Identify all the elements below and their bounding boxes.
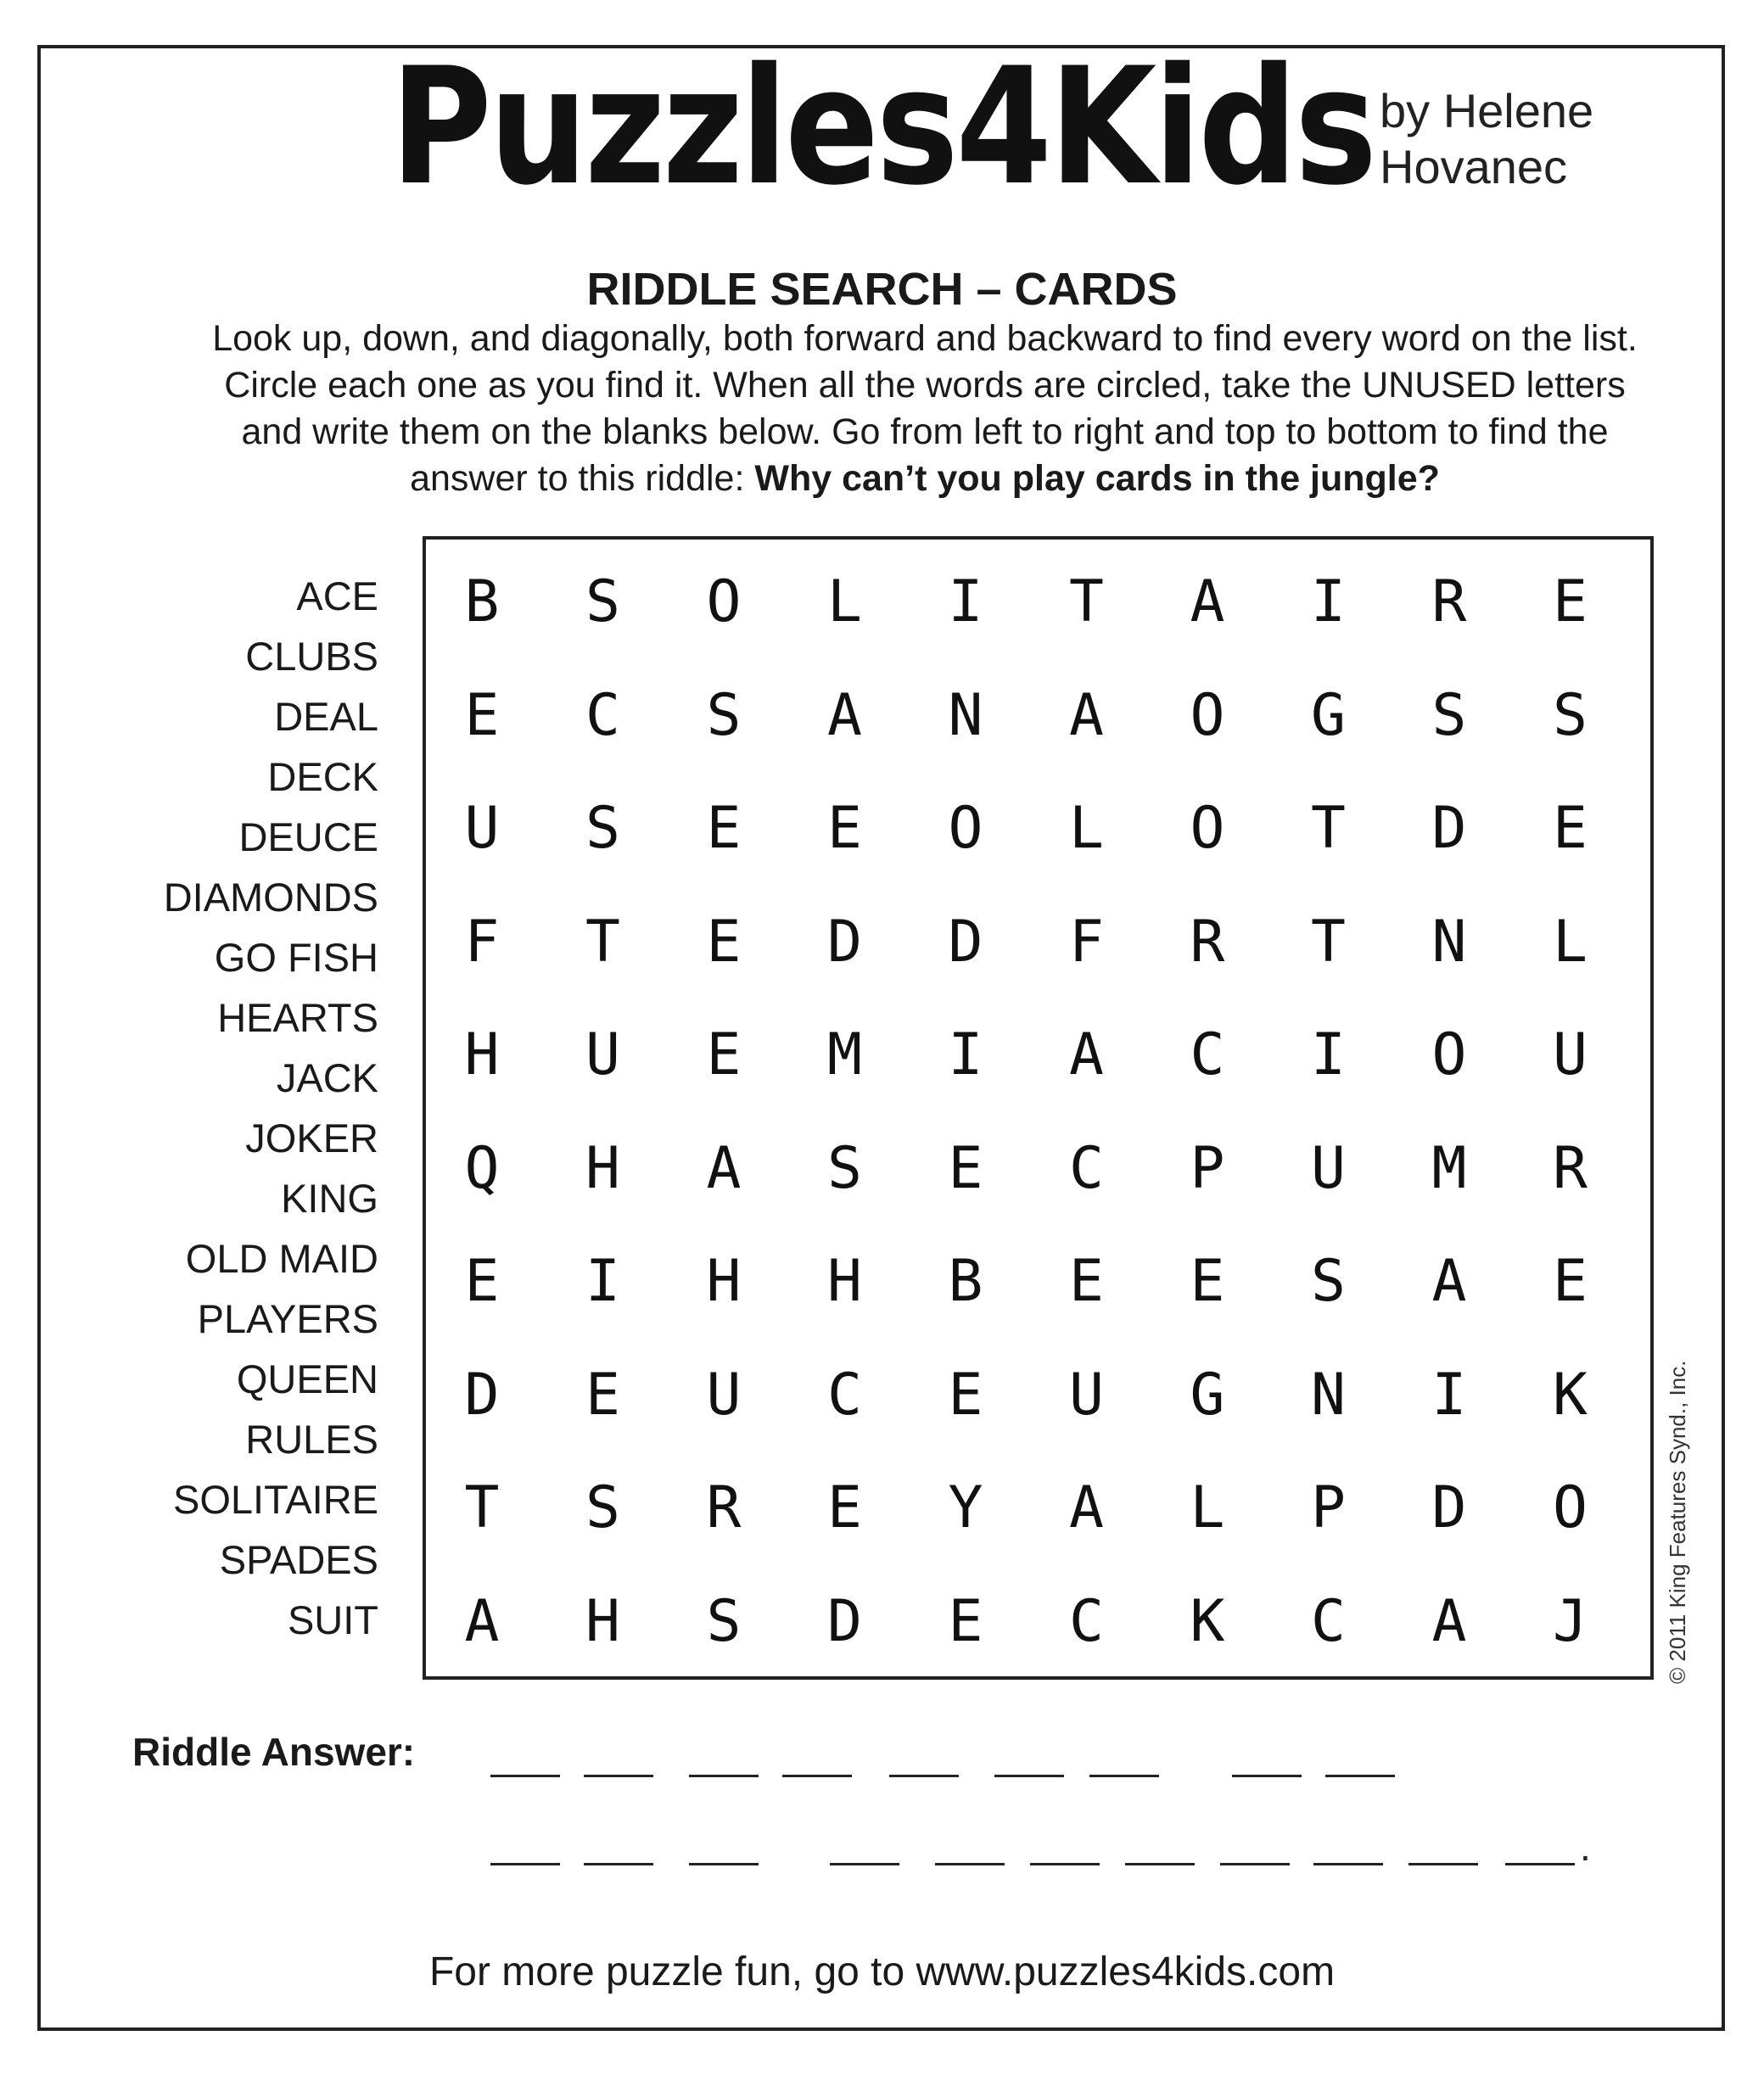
grid-letter[interactable]: I — [1311, 568, 1346, 635]
grid-letter[interactable]: E — [1553, 795, 1588, 862]
instructions-line-3: and write them on the blanks below. Go from left to right and top to bottom to find the — [241, 411, 1609, 452]
grid-letter[interactable]: E — [1553, 1248, 1588, 1315]
grid-letter[interactable]: R — [706, 1474, 742, 1541]
answer-blank[interactable] — [1030, 1863, 1100, 1865]
grid-letter[interactable]: D — [1431, 795, 1467, 862]
word-list-item: DECK — [267, 754, 378, 799]
word-list-item: SUIT — [287, 1597, 378, 1642]
letter-grid[interactable] — [423, 536, 1654, 1680]
grid-letter[interactable]: N — [1431, 908, 1467, 976]
word-list-item: CLUBS — [245, 634, 378, 679]
word-list-item: SOLITAIRE — [172, 1477, 378, 1522]
grid-letter[interactable]: R — [1553, 1134, 1588, 1202]
grid-letter[interactable]: G — [1311, 681, 1346, 749]
grid-letter[interactable]: H — [585, 1587, 620, 1655]
grid-letter[interactable]: O — [1431, 1021, 1467, 1088]
answer-blank[interactable] — [689, 1775, 759, 1777]
puzzle-title: RIDDLE SEARCH – CARDS — [586, 264, 1178, 315]
grid-letter[interactable]: C — [1069, 1134, 1104, 1202]
answer-blank[interactable] — [1232, 1775, 1302, 1777]
word-list-item: DEUCE — [238, 814, 378, 859]
grid-letter[interactable]: B — [464, 568, 500, 635]
answer-blank[interactable] — [490, 1775, 560, 1777]
grid-letter[interactable]: A — [1069, 681, 1104, 749]
grid-letter[interactable]: C — [827, 1361, 862, 1429]
word-list-item: OLD MAID — [185, 1236, 378, 1281]
grid-letter[interactable]: F — [1069, 908, 1104, 976]
grid-letter[interactable]: I — [948, 568, 983, 635]
grid-letter[interactable]: A — [1190, 568, 1225, 635]
answer-period: . — [1580, 1825, 1591, 1869]
word-list-item: PLAYERS — [197, 1296, 378, 1341]
grid-letter[interactable]: I — [948, 1021, 983, 1088]
grid-letter[interactable]: D — [464, 1361, 500, 1429]
byline-line-2: Hovanec — [1380, 140, 1568, 193]
grid-letter[interactable]: T — [1069, 568, 1104, 635]
grid-letter[interactable]: O — [948, 795, 983, 862]
grid-letter[interactable]: A — [827, 681, 862, 749]
grid-letter[interactable]: M — [827, 1021, 862, 1088]
grid-letter[interactable]: C — [1311, 1587, 1346, 1655]
answer-blank[interactable] — [889, 1775, 959, 1777]
riddle-answer-label: Riddle Answer: — [132, 1730, 416, 1774]
grid-letter[interactable]: J — [1553, 1587, 1588, 1655]
word-list-item: JOKER — [245, 1116, 378, 1161]
grid-letter[interactable]: F — [464, 908, 500, 976]
byline-line-1: by Helene — [1380, 84, 1594, 137]
grid-letter[interactable]: U — [585, 1021, 620, 1088]
grid-letter[interactable]: D — [948, 908, 983, 976]
grid-letter[interactable]: S — [706, 1587, 742, 1655]
grid-letter[interactable]: P — [1311, 1474, 1346, 1541]
grid-letter[interactable]: S — [585, 1474, 620, 1541]
grid-letter[interactable]: S — [1431, 681, 1467, 749]
answer-blank[interactable] — [1325, 1775, 1395, 1777]
grid-letter[interactable]: D — [827, 908, 862, 976]
grid-letter[interactable]: H — [585, 1134, 620, 1202]
grid-letter[interactable]: S — [585, 568, 620, 635]
grid-letter[interactable]: C — [1069, 1587, 1104, 1655]
word-list-item: HEARTS — [217, 995, 378, 1040]
grid-letter[interactable]: A — [1431, 1248, 1467, 1315]
word-list-item: JACK — [276, 1055, 378, 1100]
grid-letter[interactable]: I — [1311, 1021, 1346, 1088]
answer-blank[interactable] — [782, 1775, 852, 1777]
grid-letter[interactable]: O — [1190, 795, 1225, 862]
word-list-item: KING — [281, 1176, 378, 1221]
answer-blank[interactable] — [1220, 1863, 1290, 1865]
answer-blank[interactable] — [689, 1863, 759, 1865]
grid-letter[interactable]: G — [1190, 1361, 1225, 1429]
grid-letter[interactable]: E — [464, 1248, 500, 1315]
grid-letter[interactable]: S — [706, 681, 742, 749]
grid-letter[interactable]: O — [706, 568, 742, 635]
instructions-line-2: Circle each one as you find it. When all the words are circled, take the UNUSED letters — [224, 365, 1626, 405]
grid-letter[interactable]: S — [1311, 1248, 1346, 1315]
grid-letter[interactable]: R — [1431, 568, 1467, 635]
copyright-notice: © 2011 King Features Synd., Inc. — [1665, 1360, 1690, 1684]
grid-letter[interactable]: O — [1553, 1474, 1588, 1541]
grid-letter[interactable]: D — [1431, 1474, 1467, 1541]
grid-letter[interactable]: I — [585, 1248, 620, 1315]
grid-letter[interactable]: E — [1190, 1248, 1225, 1315]
grid-letter[interactable]: K — [1190, 1587, 1225, 1655]
grid-letter[interactable]: E — [827, 1474, 862, 1541]
word-list-item: GO FISH — [214, 935, 378, 980]
grid-letter[interactable]: Y — [948, 1474, 983, 1541]
word-list — [102, 566, 378, 1650]
answer-blank[interactable] — [584, 1775, 653, 1777]
grid-letter[interactable]: E — [706, 795, 742, 862]
grid-letter[interactable]: M — [1431, 1134, 1467, 1202]
grid-letter[interactable]: U — [706, 1361, 742, 1429]
grid-letter[interactable]: E — [948, 1361, 983, 1429]
grid-letter[interactable]: E — [706, 908, 742, 976]
instructions-line-4 — [136, 456, 1714, 502]
grid-letter[interactable]: U — [1311, 1134, 1346, 1202]
grid-letter[interactable]: E — [948, 1587, 983, 1655]
grid-letter[interactable]: E — [585, 1361, 620, 1429]
grid-letter[interactable]: O — [1190, 681, 1225, 749]
grid-letter[interactable]: N — [948, 681, 983, 749]
grid-letter[interactable]: S — [585, 795, 620, 862]
grid-letter[interactable]: T — [585, 908, 620, 976]
word-list-item: RULES — [245, 1417, 378, 1462]
answer-blank[interactable] — [1505, 1863, 1575, 1865]
grid-letter[interactable]: A — [1069, 1021, 1104, 1088]
grid-letter[interactable]: U — [1069, 1361, 1104, 1429]
grid-letter[interactable]: U — [464, 795, 500, 862]
grid-letter[interactable]: K — [1553, 1361, 1588, 1429]
answer-blank[interactable] — [1408, 1863, 1478, 1865]
grid-letter[interactable]: D — [827, 1587, 862, 1655]
grid-letter[interactable]: B — [948, 1248, 983, 1315]
puzzles4kids-logo: Puzzles4Kids — [390, 33, 1375, 221]
grid-letter[interactable]: E — [464, 681, 500, 749]
grid-letter[interactable]: A — [464, 1587, 500, 1655]
grid-letter[interactable]: T — [1311, 908, 1346, 976]
grid-letter[interactable]: H — [464, 1021, 500, 1088]
instructions-line-4-prefix: answer to this riddle: — [410, 458, 755, 499]
grid-letter[interactable]: A — [706, 1134, 742, 1202]
grid-letter[interactable]: E — [1553, 568, 1588, 635]
answer-blank[interactable] — [490, 1863, 560, 1865]
instructions — [136, 316, 1714, 502]
answer-blank[interactable] — [1089, 1775, 1159, 1777]
riddle-question: Why can’t you play cards in the jungle? — [754, 458, 1440, 499]
grid-letter[interactable]: L — [1190, 1474, 1225, 1541]
answer-blank[interactable] — [830, 1863, 899, 1865]
grid-letter[interactable]: H — [827, 1248, 862, 1315]
grid-letter[interactable]: C — [585, 681, 620, 749]
grid-letter[interactable]: P — [1190, 1134, 1225, 1202]
grid-letter[interactable]: A — [1431, 1587, 1467, 1655]
grid-letter[interactable]: N — [1311, 1361, 1346, 1429]
word-list-item: DIAMONDS — [163, 875, 378, 920]
grid-letter[interactable]: T — [1311, 795, 1346, 862]
word-list-item: DEAL — [274, 694, 378, 739]
grid-letter[interactable]: E — [1069, 1248, 1104, 1315]
answer-blank[interactable] — [935, 1863, 1005, 1865]
answer-blank[interactable] — [584, 1863, 653, 1865]
answer-blank[interactable] — [1313, 1863, 1383, 1865]
grid-letter[interactable]: R — [1190, 908, 1225, 976]
instructions-line-1: Look up, down, and diagonally, both forward and backward to find every word on the list. — [212, 318, 1638, 359]
grid-letter[interactable]: L — [1553, 908, 1588, 976]
word-list-item: QUEEN — [236, 1356, 378, 1401]
grid-letter[interactable]: A — [1069, 1474, 1104, 1541]
word-list-item: SPADES — [219, 1537, 378, 1582]
grid-letter[interactable]: L — [1069, 795, 1104, 862]
grid-letter[interactable]: S — [827, 1134, 862, 1202]
author-byline — [1380, 83, 1593, 195]
grid-letter[interactable]: L — [827, 568, 862, 635]
footer-link-text: For more puzzle fun, go to www.puzzles4kids.com — [428, 1949, 1336, 1994]
word-list-item: ACE — [296, 573, 378, 618]
answer-blank[interactable] — [994, 1775, 1064, 1777]
grid-letter[interactable]: H — [706, 1248, 742, 1315]
grid-letter[interactable]: T — [464, 1474, 500, 1541]
grid-letter[interactable]: E — [827, 795, 862, 862]
grid-letter[interactable]: Q — [464, 1134, 500, 1202]
grid-letter[interactable]: I — [1431, 1361, 1467, 1429]
grid-letter[interactable]: E — [706, 1021, 742, 1088]
answer-blank[interactable] — [1125, 1863, 1195, 1865]
grid-letter[interactable]: C — [1190, 1021, 1225, 1088]
grid-letter[interactable]: U — [1553, 1021, 1588, 1088]
grid-letter[interactable]: S — [1553, 681, 1588, 749]
grid-letter[interactable]: E — [948, 1134, 983, 1202]
